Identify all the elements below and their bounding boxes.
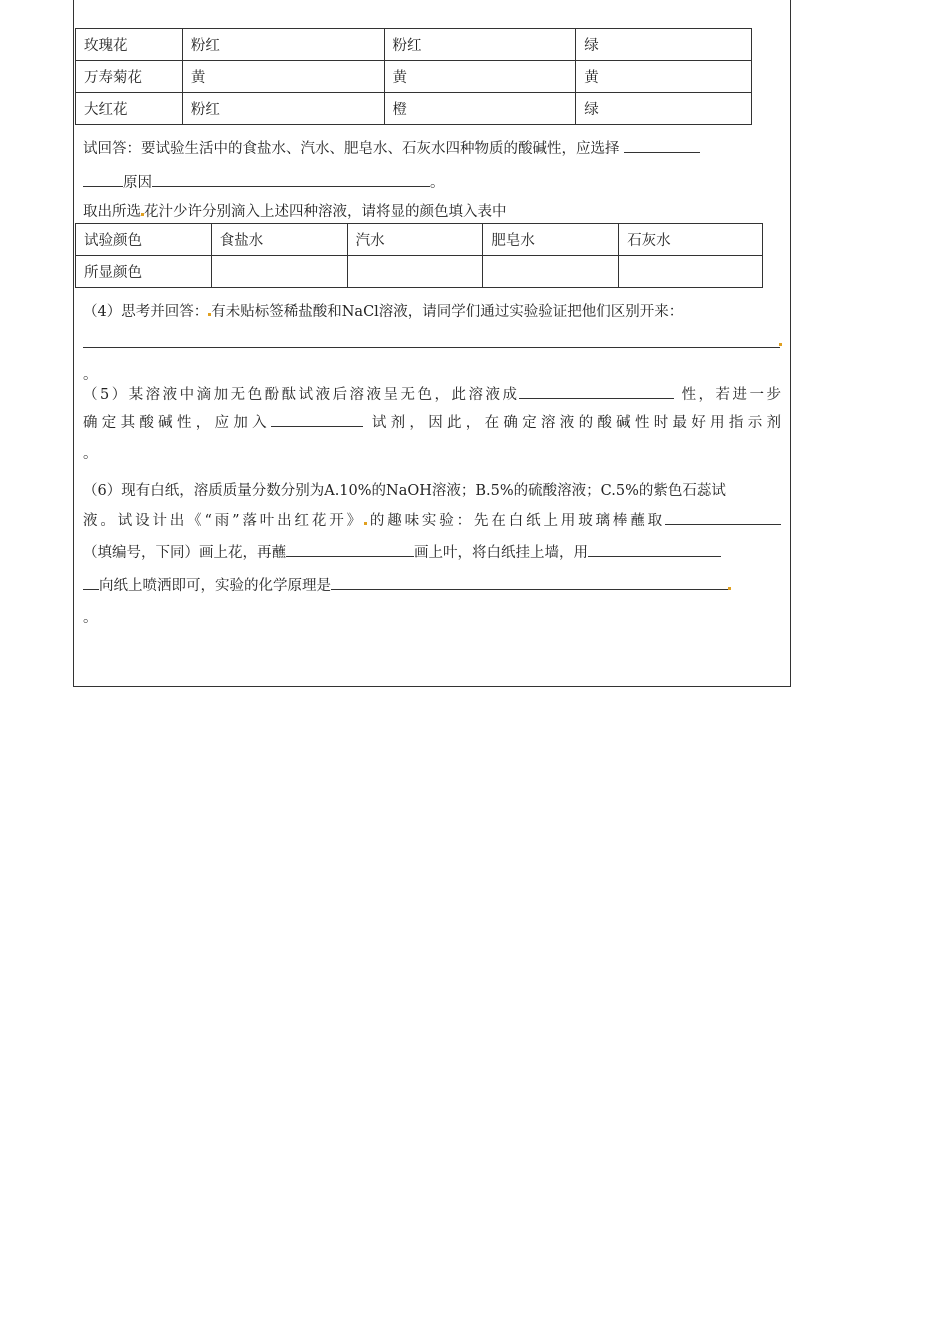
question-text: 原因	[123, 175, 152, 191]
question-try-line3	[83, 200, 507, 221]
answer-cell[interactable]	[483, 256, 619, 288]
answer-blank[interactable]	[588, 542, 721, 558]
question-text: 画上叶，将白纸挂上墙，用	[414, 545, 588, 561]
annotation-mark	[779, 343, 782, 346]
answer-blank[interactable]	[331, 575, 728, 591]
answer-cell[interactable]	[347, 256, 483, 288]
question-4-line1	[83, 300, 683, 321]
question-text: 试回答：要试验生活中的食盐水、汽水、肥皂水、石灰水四种物质的酸碱性，应选择	[83, 141, 620, 157]
answer-cell[interactable]	[211, 256, 347, 288]
table-cell: 黄	[576, 61, 752, 93]
question-text: （5）某溶液中滴加无色酚酞试液后溶液呈无色，此溶液成	[83, 387, 520, 403]
question-try-line2	[83, 171, 445, 192]
annotation-mark	[728, 587, 731, 590]
question-text: 的趣味实验：先在白纸上用玻璃棒蘸取	[366, 513, 665, 529]
table-header-cell: 肥皂水	[483, 224, 619, 256]
table-cell: 黄	[384, 61, 576, 93]
question-5-line1	[83, 383, 781, 404]
question-text: 向纸上喷洒即可，实验的化学原理是	[99, 578, 331, 594]
table-row	[76, 93, 752, 125]
answer-blank[interactable]	[271, 412, 363, 428]
table-cell: 玫瑰花	[76, 29, 183, 61]
question-try-line1	[83, 137, 700, 158]
question-text: 花汁少许分别滴入上述四种溶液，请将显的颜色填入表中	[144, 204, 507, 220]
table-cell: 万寿菊花	[76, 61, 183, 93]
table-cell: 黄	[182, 61, 384, 93]
question-text: 取出所选	[83, 204, 141, 220]
table-header-cell: 食盐水	[211, 224, 347, 256]
question-text: 试剂，因此，在确定溶液的酸碱性时最好用指示剂	[371, 415, 782, 431]
table-cell: 绿	[576, 93, 752, 125]
table-cell: 绿	[576, 29, 752, 61]
question-text: 确定其酸碱性，应加入	[83, 415, 271, 431]
answer-blank[interactable]	[624, 138, 700, 154]
answer-blank[interactable]	[519, 384, 674, 400]
question-6-line2	[83, 509, 781, 530]
flower-color-table	[75, 28, 752, 125]
worksheet-frame	[73, 0, 791, 687]
table-row	[76, 29, 752, 61]
question-text: 性，若进一步	[681, 387, 782, 403]
solution-color-table	[75, 223, 763, 288]
answer-blank[interactable]	[152, 172, 430, 188]
answer-cell[interactable]	[619, 256, 763, 288]
table-row	[76, 61, 752, 93]
question-6-line3	[83, 541, 721, 562]
table-row	[76, 256, 763, 288]
table-header-row	[76, 224, 763, 256]
table-header-cell: 石灰水	[619, 224, 763, 256]
table-cell: 所显颜色	[76, 256, 212, 288]
table-cell: 粉红	[182, 93, 384, 125]
question-text: （填编号，下同）画上花，再蘸	[83, 545, 286, 561]
question-6-line1: （6）现有白纸，溶质质量分数分别为A.10%的NaOH溶液；B.5%的硫酸溶液；C.5%的紫色石蕊试	[83, 483, 726, 499]
table-cell: 橙	[384, 93, 576, 125]
table-header-cell: 试验颜色	[76, 224, 212, 256]
table-cell: 粉红	[182, 29, 384, 61]
question-label: （4）思考并回答：	[83, 304, 209, 320]
answer-blank[interactable]	[83, 347, 780, 348]
answer-blank[interactable]	[665, 510, 781, 526]
table-header-cell: 汽水	[347, 224, 483, 256]
question-text: 有未贴标签稀盐酸和NaCl溶液，请同学们通过实验验证把他们区别开来：	[211, 304, 684, 320]
question-6-end: 。	[83, 610, 98, 626]
table-cell: 粉红	[384, 29, 576, 61]
question-5-line2	[83, 411, 781, 432]
question-text: 液。试设计出《“雨”落叶出红花开》	[83, 513, 364, 529]
answer-blank[interactable]	[286, 542, 414, 558]
question-text: 。	[430, 175, 445, 191]
question-5-end: 。	[83, 446, 98, 462]
answer-blank[interactable]	[83, 575, 99, 591]
question-6-line4	[83, 574, 731, 595]
question-4-end: 。	[83, 367, 98, 383]
table-cell: 大红花	[76, 93, 183, 125]
answer-blank[interactable]	[83, 172, 123, 188]
